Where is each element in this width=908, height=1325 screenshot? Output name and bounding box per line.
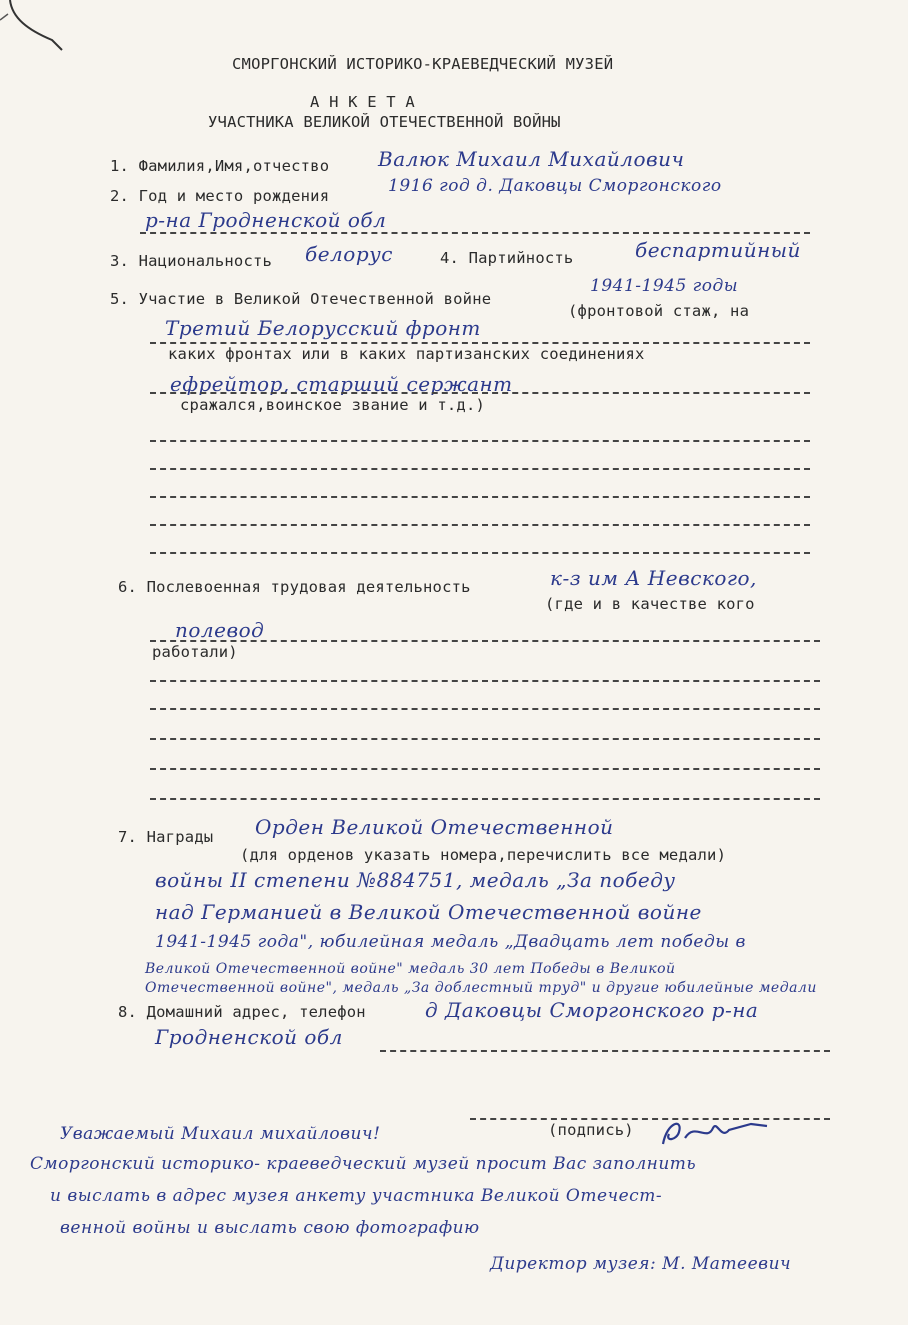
field-5-dash-4: [150, 468, 810, 470]
torn-corner-mark: [0, 0, 70, 55]
field-5-dash-6: [150, 524, 810, 526]
field-6-hint-1: (где и в качестве кого: [545, 595, 755, 613]
field-7-hint: (для орденов указать номера,перечислить все медали): [240, 846, 727, 864]
field-7-label: 7. Награды: [118, 828, 214, 846]
field-5-hint-1: (фронтовой стаж, на: [568, 302, 750, 320]
form-title: А Н К Е Т А: [310, 93, 415, 111]
field-5-dash-5: [150, 496, 810, 498]
field-6-dash-5: [150, 768, 820, 770]
field-6-dash-3: [150, 708, 820, 710]
field-5-dash-2: [150, 392, 810, 394]
field-5-dash-3: [150, 440, 810, 442]
field-4-label: 4. Партийность: [440, 249, 574, 267]
field-6-value-2: полевод: [175, 618, 265, 642]
field-7-value-6: Отечественной войне", медаль „За доблестный труд" и другие юбилейные медали: [145, 980, 817, 996]
field-6-dash-4: [150, 738, 820, 740]
field-6-dash-2: [150, 680, 820, 682]
letter-line-3: и выслать в адрес музея анкету участника Великой Отечест-: [50, 1186, 663, 1206]
field-2-dash: [140, 232, 810, 234]
field-6-dash-1: [150, 640, 820, 642]
field-7-value-4: 1941-1945 года", юбилейная медаль „Двадцать лет победы в: [155, 932, 746, 952]
field-5-dash-7: [150, 552, 810, 554]
field-8-dash: [380, 1050, 830, 1052]
field-6-label: 6. Послевоенная трудовая деятельность: [118, 578, 471, 596]
field-5-front: Третий Белорусский фронт: [165, 316, 481, 340]
field-3-value: белорус: [305, 242, 393, 266]
field-5-years: 1941-1945 годы: [590, 276, 739, 296]
field-7-value-5: Великой Отечественной войне" медаль 30 лет Победы в Великой: [145, 961, 676, 977]
field-4-value: беспартийный: [635, 238, 801, 262]
letter-line-4: венной войны и выслать свою фотографию: [60, 1218, 480, 1238]
field-6-dash-6: [150, 798, 820, 800]
field-5-hint-2: каких фронтах или в каких партизанских соединениях: [168, 345, 645, 363]
director-signature: Директор музея: М. Матеевич: [490, 1254, 792, 1274]
field-5-rank: ефрейтор, старший сержант: [170, 372, 513, 396]
signature-label: (подпись): [548, 1121, 634, 1139]
field-2-value-line2: р-на Гродненской обл: [145, 208, 387, 232]
field-7-value-2: войны II степени №884751, медаль „За победу: [155, 868, 676, 892]
field-8-label: 8. Домашний адрес, телефон: [118, 1003, 366, 1021]
field-7-value-3: над Германией в Великой Отечественной войне: [155, 900, 702, 924]
field-8-value-1: д Даковцы Сморгонского р-на: [425, 998, 759, 1022]
field-5-label: 5. Участие в Великой Отечественной войне: [110, 290, 492, 308]
field-7-value-1: Орден Великой Отечественной: [255, 815, 614, 839]
field-3-label: 3. Национальность: [110, 252, 273, 270]
field-6-value: к-з им А Невского,: [550, 566, 757, 590]
field-8-value-2: Гродненской обл: [155, 1025, 343, 1049]
letter-line-2: Сморгонский историко- краеведческий музей просит Вас заполнить: [30, 1154, 697, 1174]
signature-mark: [655, 1112, 775, 1152]
signature-dash: [470, 1118, 830, 1120]
form-subtitle: УЧАСТНИКА ВЕЛИКОЙ ОТЕЧЕСТВЕННОЙ ВОЙНЫ: [208, 113, 561, 131]
museum-name: СМОРГОНСКИЙ ИСТОРИКО-КРАЕВЕДЧЕСКИЙ МУЗЕЙ: [232, 55, 614, 73]
field-5-hint-3: сражался,воинское звание и т.д.): [180, 396, 486, 414]
field-2-value-line1: 1916 год д. Даковцы Сморгонского: [388, 176, 722, 196]
field-1-value: Валюк Михаил Михайлович: [378, 147, 685, 171]
field-1-label: 1. Фамилия,Имя,отчество: [110, 157, 330, 175]
field-2-label: 2. Год и место рождения: [110, 187, 330, 205]
field-5-dash-1: [150, 342, 810, 344]
field-6-hint-2: работали): [152, 643, 238, 661]
letter-line-1: Уважаемый Михаил михайлович!: [60, 1124, 381, 1144]
